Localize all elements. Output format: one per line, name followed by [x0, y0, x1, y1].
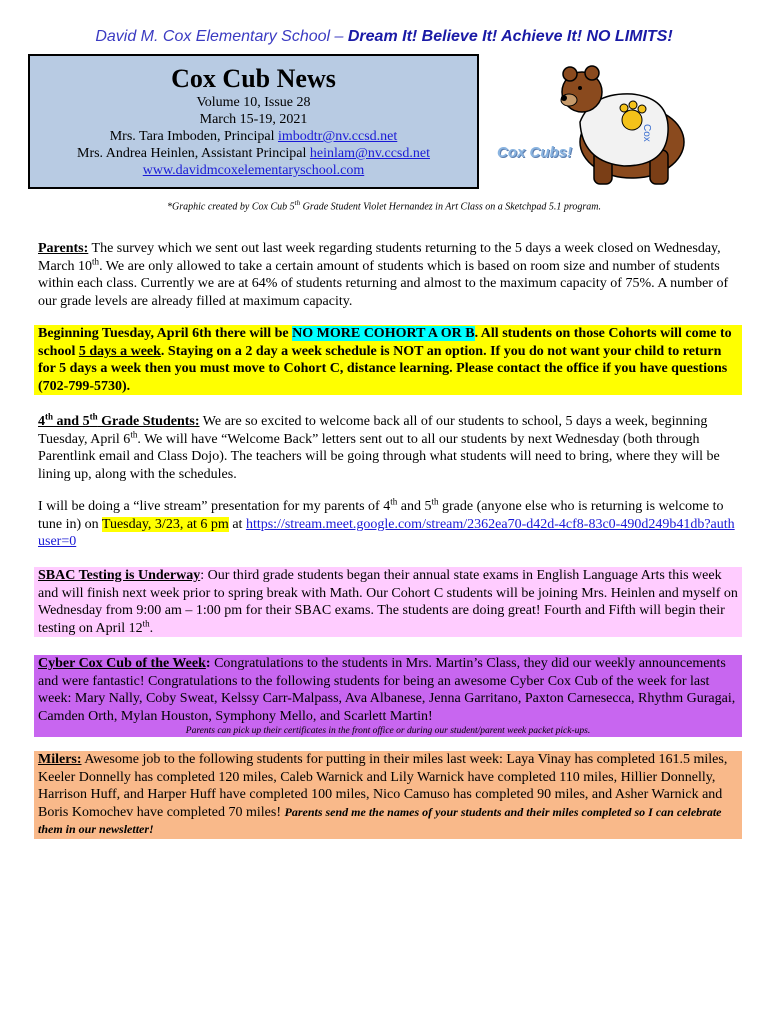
livestream-text-3: grade (anyone else who is returning is welcome to tune in) on: [38, 499, 724, 532]
livestream-text: I will be doing a “live stream” presentation for my parents of 4: [38, 499, 391, 514]
parents-label: Parents:: [38, 241, 89, 256]
grades-label-sup-2: th: [89, 411, 98, 422]
graphic-credit-caption: [0, 199, 768, 212]
school-name: David M. Cox Elementary School: [95, 28, 331, 45]
sbac-sup: th: [142, 617, 150, 628]
tagline-dash: –: [330, 28, 348, 45]
milers-text: Awesome job to the following students for putting in their miles last week: Laya Vinay has completed 161.5 miles, Keeler Donnelly has completed 120 miles, Caleb Warnick and Lily Warnick have completed 110 miles, Hillier Donnelly, Harrison Huff, and Harper Huff have completed 100 miles, Nico Camuso has completed 90 miles, and Asher Warnick and Boris Komochev have completed 70 miles!: [38, 752, 728, 820]
caption-text-end: Grade Student Violet Hernandez in Art Class on a Sketchpad 5.1 program.: [300, 201, 602, 213]
cohort-text-3: . Staying on a 2 day a week schedule is NOT an option. If you do not want your child to return for 5 days a week then you must move to Cohort C, distance learning. Please contact the office if you have questions (702-799-5730).: [38, 343, 728, 394]
grades-label-sup-1: th: [45, 411, 54, 422]
caption-text: *Graphic created by Cox Cub 5: [166, 201, 295, 213]
livestream-link[interactable]: https://stream.meet.google.com/stream/2362ea70-d42d-4cf8-83c0-490d249b41db?authuser=0: [38, 516, 735, 549]
assistant-principal-line: [30, 145, 477, 162]
milers-paragraph: [34, 751, 742, 839]
livestream-sup-2: th: [431, 496, 439, 507]
bear-mascot-icon: [552, 62, 700, 192]
parents-paragraph: [34, 240, 742, 310]
assistant-email-link[interactable]: heinlam@nv.ccsd.net: [309, 146, 430, 161]
milers-label: Milers:: [38, 752, 82, 767]
parents-sup: th: [92, 255, 100, 266]
milers-note: Parents send me the names of your students and their miles completed so I can celebrate them in our newsletter!: [38, 804, 722, 836]
livestream-text-2: and 5: [397, 499, 432, 514]
cyber-label: Cyber Cox Cub of the Week: [38, 656, 206, 671]
sbac-text-end: .: [149, 620, 154, 636]
sbac-text: : Our third grade students began their annual state exams in English Language Arts this week and will finish next week prior to spring break with Math. Our Cohort C students will be joining Mrs. Heinlen and myself on Wednesday from 9:00 am – 1:00 pm for their SBAC exams. The students are doing great! Fourth and Fifth will begin their testing on April 12: [38, 568, 738, 636]
school-tagline: [0, 28, 768, 46]
cohort-text-2: . All students on those Cohorts will come to school: [38, 326, 732, 359]
newsletter-masthead: [28, 54, 479, 189]
caption-sup: th: [294, 199, 301, 207]
grades-text-end: . We will have “Welcome Back” letters sent out to all our students by next Wednesday (both through Parentlink email and Class Dojo). The teachers will be going through what students will need to bring, where they will be lining up, along with the schedules.: [38, 431, 720, 482]
cohort-underline: 5 days a week: [78, 343, 161, 359]
cyber-cox-cub-paragraph: [34, 655, 742, 737]
cohort-highlight: NO MORE COHORT A OR B: [292, 326, 475, 341]
assistant-principal-name: Mrs. Andrea Heinlen, Assistant Principal: [77, 146, 310, 161]
livestream-paragraph: [34, 498, 742, 551]
grades-label-4: 4: [38, 414, 45, 429]
livestream-sup-1: th: [390, 496, 398, 507]
grades-sup: th: [130, 428, 138, 439]
cyber-colon: :: [205, 656, 211, 671]
principal-email-link[interactable]: imbodtr@nv.ccsd.net: [277, 129, 398, 144]
sbac-label: SBAC Testing is Underway: [38, 568, 201, 583]
principal-name: Mrs. Tara Imboden, Principal: [109, 129, 278, 144]
school-website-link[interactable]: www.davidmcoxelementaryschool.com: [142, 163, 365, 178]
parents-text: The survey which we sent out last week regarding students returning to the 5 days a week closed on Wednesday, March 10: [38, 241, 721, 274]
mascot-shirt-text: Cox: [641, 124, 652, 142]
issue-dates: March 15-19, 2021: [199, 112, 308, 127]
cyber-text: Congratulations to the students in Mrs. Martin’s Class, they did our weekly announcements and were fantastic! Congratulations to the following students for being an awesome Cyber Cox Cub of the week for last week: Mary Nally, Coby Sweat, Kelssy Carr-Malpass, Ava Albanese, Jenna Garritano, Paxton Carnesecca, Rhythm Guragai, Camden Orth, Mylan Houston, Symphony Mello, and Scarlett Martin!: [38, 656, 736, 724]
principal-line: [30, 128, 477, 145]
grades-text: We are so excited to welcome back all of our students to school, 5 days a week, beginning Tuesday, April 6: [38, 414, 708, 447]
livestream-date-highlight: Tuesday, 3/23, at 6 pm: [101, 516, 229, 532]
cohort-notice: [34, 325, 742, 395]
school-motto: Dream It! Believe It! Achieve It! NO LIMITS!: [347, 28, 673, 45]
grades-label-end: Grade Students:: [97, 414, 200, 429]
cyber-certificate-note: Parents can pick up their certificates in the front office or during our student/parent week packet pick-ups.: [185, 726, 591, 736]
parents-text-end: . We are only allowed to take a certain amount of students which is based on room size and number of students within each class. Currently we are at 64% of students returning and almost to the maximum capacity of 75%. A number of our grade levels are already filled at maximum capacity.: [38, 258, 729, 309]
website-line: [30, 162, 477, 179]
cohort-text: Beginning Tuesday, April 6th there will be: [38, 326, 293, 341]
cox-cubs-label: Cox Cubs!: [497, 144, 572, 161]
grades-label: [38, 411, 200, 429]
sbac-paragraph: [34, 567, 742, 637]
grades-paragraph: [34, 413, 742, 483]
issue-volume: Volume 10, Issue 28: [196, 95, 311, 110]
newsletter-title: Cox Cub News: [171, 64, 336, 93]
livestream-text-4: at: [228, 516, 246, 532]
grades-label-5: and 5: [53, 414, 90, 429]
